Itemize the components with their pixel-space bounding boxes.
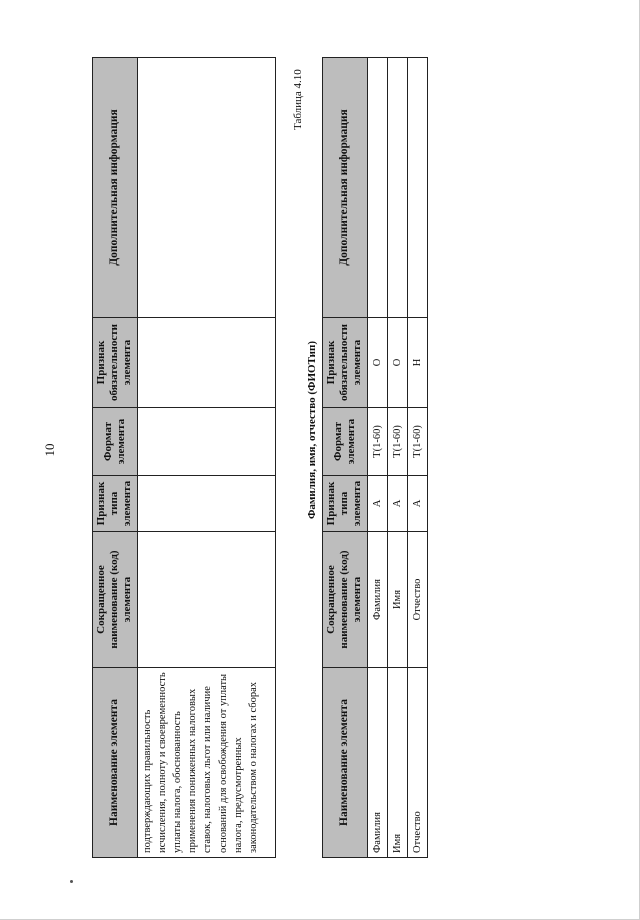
header-additional-info: Дополнительная информация xyxy=(93,58,138,318)
row-format: T(1-60) xyxy=(367,408,387,476)
bottom-table-header-row xyxy=(323,58,368,858)
row-type: А xyxy=(408,476,428,532)
row-info xyxy=(387,58,407,318)
row-code: Отчество xyxy=(408,532,428,668)
row-code: Имя xyxy=(387,532,407,668)
table-cell xyxy=(137,58,275,318)
page-number: 10 xyxy=(42,443,57,457)
row-format: T(1-60) xyxy=(408,408,428,476)
top-table-header-row xyxy=(93,58,138,858)
row-type: А xyxy=(387,476,407,532)
header-element-name: Наименование элемента xyxy=(323,668,368,858)
header-element-name: Наименование элемента xyxy=(93,668,138,858)
table-title-wrapper xyxy=(306,280,320,580)
table-cell xyxy=(137,532,275,668)
table-row xyxy=(408,58,428,858)
header-element-code: Сокращенное наименование (код) элемента xyxy=(93,532,138,668)
table-title: Фамилия, имя, отчество (ФИОТип) xyxy=(306,340,318,520)
bottom-table-wrapper xyxy=(322,58,423,858)
table-row xyxy=(367,58,387,858)
header-element-required: Признак обязательности элемента xyxy=(323,318,368,408)
row-required: О xyxy=(387,318,407,408)
row-type: А xyxy=(367,476,387,532)
scan-speck xyxy=(70,880,73,883)
row-format: T(1-60) xyxy=(387,408,407,476)
row-info xyxy=(367,58,387,318)
table-label-wrapper xyxy=(292,50,306,130)
row-required: Н xyxy=(408,318,428,408)
table-label: Таблица 4.10 xyxy=(292,69,304,130)
row-name: Имя xyxy=(387,668,407,858)
header-element-type: Признак типа элемента xyxy=(323,476,368,532)
row-code: Фамилия xyxy=(367,532,387,668)
header-additional-info: Дополнительная информация xyxy=(323,58,368,318)
table-cell xyxy=(137,318,275,408)
table-row xyxy=(137,58,275,858)
table-cell xyxy=(137,408,275,476)
row-name: Фамилия xyxy=(367,668,387,858)
table-row xyxy=(387,58,407,858)
row-info xyxy=(408,58,428,318)
header-element-code: Сокращенное наименование (код) элемента xyxy=(323,532,368,668)
continued-element-description: подтверждающих правильность исчисления, полноту и своевременность уплаты налога, обоснованность применения пониженных налоговых ставок, налоговых льгот или наличие оснований для освобождения от уплаты налога, предусмотренных законодательством о налогах и сборах xyxy=(137,668,275,858)
header-element-format: Формат элемента xyxy=(93,408,138,476)
table-cell xyxy=(137,476,275,532)
header-element-required: Признак обязательности элемента xyxy=(93,318,138,408)
row-name: Отчество xyxy=(408,668,428,858)
row-required: О xyxy=(367,318,387,408)
header-element-type: Признак типа элемента xyxy=(93,476,138,532)
top-table xyxy=(92,57,276,858)
bottom-table xyxy=(322,57,428,858)
top-table-wrapper xyxy=(92,58,276,858)
header-element-format: Формат элемента xyxy=(323,408,368,476)
